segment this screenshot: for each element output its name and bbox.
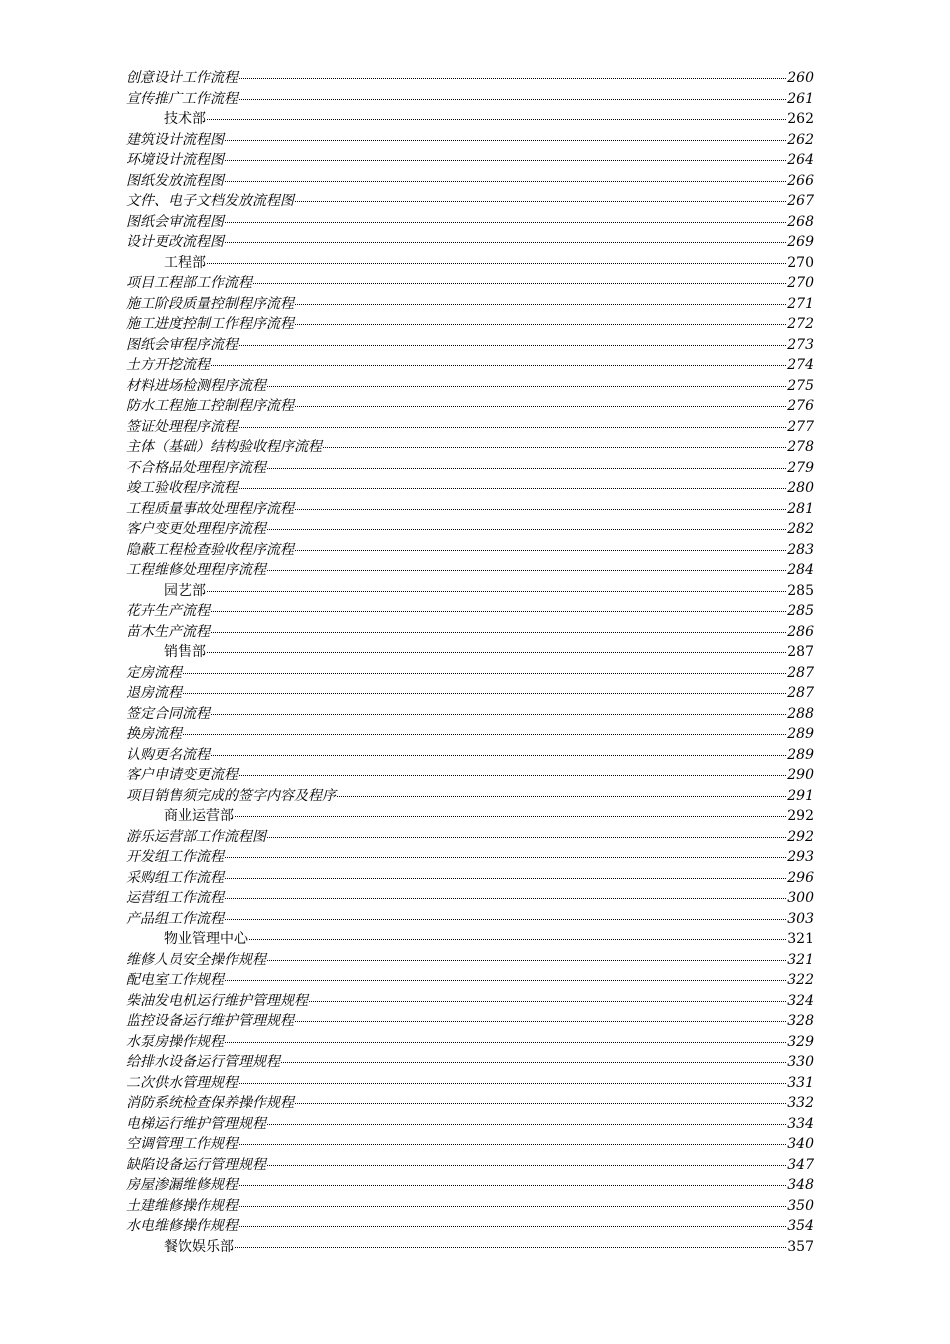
toc-entry[interactable] (126, 1216, 814, 1237)
toc-dot-leader (207, 652, 786, 653)
toc-entry[interactable] (126, 396, 814, 417)
toc-entry-page-number: 331 (787, 1074, 814, 1091)
toc-entry-title: 材料进场检测程序流程 (126, 377, 266, 394)
toc-entry[interactable] (126, 478, 814, 499)
toc-entry-title: 运营组工作流程 (126, 890, 224, 906)
toc-dot-leader (225, 857, 786, 858)
toc-entry-title: 柴油发电机运行维护管理规程 (126, 992, 308, 1009)
toc-entry-page-number: 330 (787, 1054, 814, 1070)
toc-entry[interactable] (126, 1155, 814, 1176)
toc-entry-page-number: 287 (787, 664, 814, 681)
toc-entry-title: 配电室工作规程 (126, 972, 224, 988)
toc-entry-title: 游乐运营部工作流程图 (126, 828, 266, 845)
toc-entry-title: 定房流程 (126, 664, 182, 681)
toc-entry[interactable] (126, 232, 814, 253)
toc-entry-title: 二次供水管理规程 (126, 1074, 238, 1091)
toc-dot-leader (183, 673, 786, 674)
toc-entry[interactable] (126, 1175, 814, 1196)
toc-entry-title: 施工阶段质量控制程序流程 (126, 295, 294, 312)
toc-entry-page-number: 272 (787, 316, 814, 332)
toc-entry-page-number: 270 (787, 275, 814, 291)
toc-entry-title: 主体（基础）结构验收程序流程 (126, 439, 322, 455)
toc-entry[interactable] (126, 724, 814, 745)
toc-dot-leader (225, 980, 786, 981)
toc-section-entry[interactable] (126, 1237, 814, 1258)
toc-entry[interactable] (126, 294, 814, 315)
toc-entry-title: 土建维修操作规程 (126, 1197, 238, 1214)
toc-entry-page-number: 293 (787, 849, 814, 865)
toc-entry-page-number: 321 (787, 931, 814, 947)
toc-entry-page-number: 287 (787, 644, 814, 660)
toc-dot-leader (225, 919, 786, 920)
toc-entry[interactable] (126, 1011, 814, 1032)
toc-dot-leader (267, 570, 786, 571)
toc-entry-title: 消防系统检查保养操作规程 (126, 1095, 294, 1111)
toc-entry-title: 采购组工作流程 (126, 869, 224, 886)
toc-entry[interactable] (126, 745, 814, 766)
toc-section-entry[interactable] (126, 253, 814, 274)
toc-entry-page-number: 279 (787, 459, 814, 476)
toc-entry-title: 电梯运行维护管理规程 (126, 1115, 266, 1132)
toc-entry-page-number: 262 (787, 131, 814, 148)
toc-entry-title: 图纸会审流程图 (126, 213, 224, 230)
toc-entry[interactable] (126, 499, 814, 520)
toc-dot-leader (295, 406, 786, 407)
toc-entry[interactable] (126, 704, 814, 725)
toc-dot-leader (295, 304, 786, 305)
toc-dot-leader (295, 509, 786, 510)
toc-entry-title: 客户申请变更流程 (126, 767, 238, 783)
toc-entry-page-number: 282 (787, 521, 814, 537)
toc-entry-title: 餐饮娱乐部 (164, 1238, 234, 1255)
toc-dot-leader (239, 99, 786, 100)
toc-entry[interactable] (126, 314, 814, 335)
toc-entry[interactable] (126, 827, 814, 848)
toc-entry-title: 给排水设备运行管理规程 (126, 1054, 280, 1070)
toc-dot-leader (235, 816, 786, 817)
toc-entry[interactable] (126, 1196, 814, 1217)
toc-entry[interactable] (126, 909, 814, 930)
toc-entry-title: 工程维修处理程序流程 (126, 562, 266, 578)
toc-entry-title: 文件、电子文档发放流程图 (126, 193, 294, 209)
toc-dot-leader (239, 1185, 786, 1186)
toc-entry[interactable] (126, 601, 814, 622)
toc-entry-page-number: 357 (787, 1238, 814, 1255)
toc-entry-page-number: 340 (787, 1136, 814, 1152)
toc-section-entry[interactable] (126, 581, 814, 602)
toc-entry-title: 签证处理程序流程 (126, 418, 238, 435)
toc-entry-page-number: 347 (787, 1156, 814, 1173)
toc-entry-title: 维修人员安全操作规程 (126, 951, 266, 968)
toc-entry-title: 技术部 (164, 111, 206, 127)
toc-entry-page-number: 280 (787, 480, 814, 496)
toc-dot-leader (295, 1103, 786, 1104)
toc-entry[interactable] (126, 150, 814, 171)
toc-section-entry[interactable] (126, 642, 814, 663)
toc-entry-title: 商业运营部 (164, 808, 234, 824)
toc-entry-page-number: 303 (787, 910, 814, 927)
toc-dot-leader (267, 960, 786, 961)
toc-entry[interactable] (126, 519, 814, 540)
toc-entry-page-number: 291 (787, 787, 814, 804)
toc-entry-title: 客户变更处理程序流程 (126, 521, 266, 537)
toc-dot-leader (211, 714, 786, 715)
toc-entry-page-number: 324 (787, 992, 814, 1009)
toc-entry[interactable] (126, 540, 814, 561)
toc-entry[interactable] (126, 1073, 814, 1094)
toc-dot-leader (211, 365, 786, 366)
toc-entry-page-number: 332 (787, 1095, 814, 1111)
toc-section-entry[interactable] (126, 806, 814, 827)
toc-dot-leader (207, 119, 786, 120)
toc-section-entry[interactable] (126, 109, 814, 130)
toc-entry-page-number: 275 (787, 377, 814, 394)
toc-entry[interactable] (126, 1032, 814, 1053)
toc-entry-title: 花卉生产流程 (126, 603, 210, 619)
toc-dot-leader (207, 263, 786, 264)
toc-dot-leader (239, 345, 786, 346)
toc-dot-leader (249, 939, 786, 940)
toc-entry-title: 土方开挖流程 (126, 357, 210, 373)
toc-entry-page-number: 334 (787, 1115, 814, 1132)
toc-entry-title: 项目销售须完成的签字内容及程序 (126, 787, 336, 804)
toc-entry-page-number: 266 (787, 172, 814, 189)
toc-dot-leader (211, 632, 786, 633)
toc-entry-title: 隐蔽工程检查验收程序流程 (126, 541, 294, 558)
toc-entry-page-number: 296 (787, 869, 814, 886)
toc-entry-page-number: 278 (787, 439, 814, 455)
toc-dot-leader (239, 1226, 786, 1227)
toc-entry[interactable] (126, 130, 814, 151)
toc-dot-leader (225, 160, 786, 161)
toc-dot-leader (239, 427, 786, 428)
toc-entry-title: 苗木生产流程 (126, 623, 210, 640)
toc-entry-page-number: 285 (787, 603, 814, 619)
toc-dot-leader (225, 1042, 786, 1043)
toc-entry[interactable] (126, 560, 814, 581)
toc-entry-title: 环境设计流程图 (126, 152, 224, 168)
toc-entry-title: 空调管理工作规程 (126, 1136, 238, 1152)
toc-dot-leader (295, 1021, 786, 1022)
toc-entry[interactable] (126, 970, 814, 991)
toc-entry[interactable] (126, 1134, 814, 1155)
toc-entry[interactable] (126, 1052, 814, 1073)
toc-entry-title: 销售部 (164, 644, 206, 660)
toc-entry[interactable] (126, 622, 814, 643)
toc-entry-page-number: 268 (787, 213, 814, 230)
toc-dot-leader (225, 242, 786, 243)
toc-entry-page-number: 288 (787, 705, 814, 722)
toc-dot-leader (183, 693, 786, 694)
toc-entry[interactable] (126, 765, 814, 786)
toc-dot-leader (239, 1206, 786, 1207)
toc-entry-page-number: 270 (787, 254, 814, 271)
toc-entry[interactable] (126, 991, 814, 1012)
toc-entry[interactable] (126, 376, 814, 397)
toc-entry-page-number: 322 (787, 972, 814, 988)
toc-entry-title: 签定合同流程 (126, 705, 210, 722)
toc-entry[interactable] (126, 868, 814, 889)
toc-entry-title: 防水工程施工控制程序流程 (126, 398, 294, 414)
toc-entry-page-number: 287 (787, 685, 814, 701)
toc-dot-leader (267, 386, 786, 387)
toc-entry[interactable] (126, 89, 814, 110)
toc-entry[interactable] (126, 683, 814, 704)
toc-entry-title: 不合格品处理程序流程 (126, 459, 266, 476)
toc-dot-leader (225, 140, 786, 141)
toc-dot-leader (253, 283, 786, 284)
toc-entry-page-number: 267 (787, 193, 814, 209)
toc-entry-title: 产品组工作流程 (126, 910, 224, 927)
toc-entry-title: 图纸会审程序流程 (126, 336, 238, 353)
toc-entry-page-number: 285 (787, 582, 814, 599)
toc-entry-title: 监控设备运行维护管理规程 (126, 1013, 294, 1029)
toc-dot-leader (267, 837, 786, 838)
toc-entry[interactable] (126, 417, 814, 438)
toc-entry-title: 房屋渗漏维修规程 (126, 1177, 238, 1193)
toc-dot-leader (295, 324, 786, 325)
toc-entry[interactable] (126, 786, 814, 807)
toc-entry-page-number: 354 (787, 1218, 814, 1234)
toc-entry-title: 宣传推广工作流程 (126, 90, 238, 107)
toc-entry[interactable] (126, 888, 814, 909)
toc-entry-page-number: 281 (787, 500, 814, 517)
toc-section-entry[interactable] (126, 929, 814, 950)
toc-dot-leader (225, 222, 786, 223)
toc-entry-page-number: 274 (787, 357, 814, 373)
toc-entry[interactable] (126, 458, 814, 479)
toc-entry[interactable] (126, 171, 814, 192)
toc-entry-page-number: 286 (787, 623, 814, 640)
toc-entry-page-number: 348 (787, 1177, 814, 1193)
toc-dot-leader (225, 181, 786, 182)
toc-entry-title: 物业管理中心 (164, 931, 248, 947)
toc-entry-page-number: 273 (787, 336, 814, 353)
toc-dot-leader (211, 611, 786, 612)
toc-dot-leader (281, 1062, 786, 1063)
toc-entry-title: 建筑设计流程图 (126, 131, 224, 148)
toc-dot-leader (183, 734, 786, 735)
toc-entry-page-number: 289 (787, 726, 814, 742)
toc-entry-title: 图纸发放流程图 (126, 172, 224, 189)
toc-dot-leader (323, 447, 786, 448)
toc-entry-title: 项目工程部工作流程 (126, 275, 252, 291)
toc-entry-title: 认购更名流程 (126, 746, 210, 763)
toc-entry[interactable] (126, 355, 814, 376)
toc-entry-page-number: 289 (787, 746, 814, 763)
table-of-contents (126, 68, 814, 1257)
toc-entry[interactable] (126, 191, 814, 212)
toc-entry[interactable] (126, 1093, 814, 1114)
toc-entry[interactable] (126, 663, 814, 684)
toc-entry[interactable] (126, 273, 814, 294)
toc-entry[interactable] (126, 68, 814, 89)
toc-entry-page-number: 262 (787, 111, 814, 127)
toc-entry-page-number: 300 (787, 890, 814, 906)
toc-entry-title: 竣工验收程序流程 (126, 480, 238, 496)
toc-entry[interactable] (126, 437, 814, 458)
toc-entry-title: 换房流程 (126, 726, 182, 742)
toc-entry-title: 施工进度控制工作程序流程 (126, 316, 294, 332)
toc-entry-page-number: 261 (787, 90, 814, 107)
toc-entry-title: 水泵房操作规程 (126, 1033, 224, 1050)
toc-entry-title: 退房流程 (126, 685, 182, 701)
toc-entry-page-number: 284 (787, 562, 814, 578)
toc-dot-leader (239, 1083, 786, 1084)
toc-entry-title: 水电维修操作规程 (126, 1218, 238, 1234)
toc-entry-page-number: 290 (787, 767, 814, 783)
toc-entry-page-number: 260 (787, 70, 814, 86)
toc-dot-leader (239, 775, 786, 776)
toc-entry-title: 园艺部 (164, 582, 206, 599)
toc-dot-leader (295, 201, 786, 202)
toc-entry-page-number: 276 (787, 398, 814, 414)
toc-entry-title: 缺陷设备运行管理规程 (126, 1156, 266, 1173)
toc-dot-leader (295, 550, 786, 551)
toc-entry-page-number: 328 (787, 1013, 814, 1029)
toc-entry-title: 工程质量事故处理程序流程 (126, 500, 294, 517)
toc-dot-leader (207, 591, 786, 592)
toc-dot-leader (235, 1247, 786, 1248)
toc-dot-leader (239, 488, 786, 489)
toc-entry[interactable] (126, 212, 814, 233)
toc-entry-page-number: 269 (787, 234, 814, 250)
toc-entry-page-number: 321 (787, 951, 814, 968)
toc-entry-page-number: 283 (787, 541, 814, 558)
toc-dot-leader (225, 878, 786, 879)
toc-entry-page-number: 292 (787, 828, 814, 845)
toc-dot-leader (267, 1124, 786, 1125)
toc-entry-page-number: 292 (787, 808, 814, 824)
toc-entry-page-number: 277 (787, 418, 814, 435)
toc-dot-leader (267, 529, 786, 530)
toc-entry-page-number: 350 (787, 1197, 814, 1214)
toc-entry-title: 创意设计工作流程 (126, 70, 238, 86)
toc-entry-page-number: 264 (787, 152, 814, 168)
toc-dot-leader (267, 468, 786, 469)
toc-entry[interactable] (126, 335, 814, 356)
toc-entry[interactable] (126, 1114, 814, 1135)
toc-dot-leader (267, 1165, 786, 1166)
toc-entry[interactable] (126, 950, 814, 971)
toc-dot-leader (309, 1001, 786, 1002)
toc-entry-title: 工程部 (164, 254, 206, 271)
toc-dot-leader (211, 755, 786, 756)
toc-dot-leader (239, 1144, 786, 1145)
toc-entry-title: 开发组工作流程 (126, 849, 224, 865)
toc-dot-leader (225, 898, 786, 899)
toc-entry-page-number: 271 (787, 295, 814, 312)
toc-entry-title: 设计更改流程图 (126, 234, 224, 250)
toc-dot-leader (239, 78, 786, 79)
toc-entry[interactable] (126, 847, 814, 868)
toc-dot-leader (337, 796, 786, 797)
toc-entry-page-number: 329 (787, 1033, 814, 1050)
